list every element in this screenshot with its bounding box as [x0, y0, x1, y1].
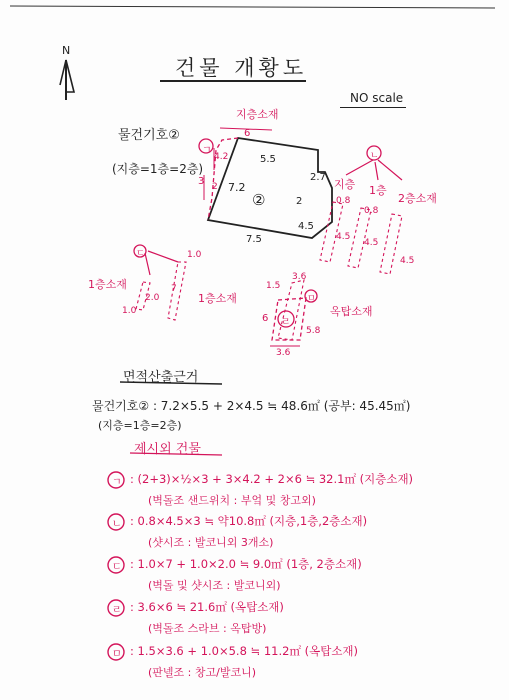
mark-ga: ㄱ — [202, 145, 212, 156]
dim-d-2-0: 2.0 — [145, 293, 160, 303]
item-5-mark: ㅁ — [112, 649, 122, 660]
item-2-desc: (샷시조 : 발코니외 3개소) — [148, 536, 274, 549]
dim-2-7: 2.7 — [310, 172, 326, 183]
label-ji: 지층 — [334, 178, 356, 191]
no-scale-note: NO scale — [350, 91, 404, 105]
dim-r-3-6: 3.6 — [292, 272, 307, 282]
label-first-3: 1층소재 — [198, 292, 237, 305]
label-first-2: 1층소재 — [88, 278, 127, 291]
item-4-formula: : 3.6×6 ≒ 21.6㎡ (옥탑소재) — [130, 600, 284, 614]
dim-2: 2 — [296, 196, 303, 207]
item-4-desc: (벽돌조 스라브 : 옥탑방) — [148, 622, 267, 635]
item-3-desc: (벽돌 및 샷시조 : 발코니외) — [148, 579, 281, 592]
item-5-desc: (판넬조 : 창고/발코니) — [148, 666, 256, 679]
calc-main-note: (지층=1층=2층) — [98, 419, 182, 432]
excluded-heading: 제시외 건물 — [134, 442, 201, 457]
dim-d-7: 7 — [171, 284, 177, 294]
title-underline — [160, 80, 306, 82]
dim-r-1-5: 1.5 — [266, 281, 281, 291]
arrow-da-2 — [148, 251, 178, 262]
item-1-desc: (벽돌조 샌드위치 : 부엌 및 창고외) — [148, 494, 316, 507]
dim-r-3-6-b: 3.6 — [276, 348, 291, 358]
dim-0-8-b: 0.8 — [364, 206, 379, 216]
balcony-na-2 — [380, 214, 402, 274]
dim-4-2: 4.2 — [214, 152, 229, 162]
item-1-mark: ㄱ — [112, 477, 122, 488]
item-3-mark: ㄷ — [112, 562, 122, 573]
dim-7-5: 7.5 — [246, 234, 262, 245]
dim-r-5-8: 5.8 — [306, 326, 321, 336]
page-title: 건물 개황도 — [175, 56, 308, 80]
dim-g-2: 2 — [212, 182, 218, 192]
dim-7-2: 7.2 — [228, 181, 246, 194]
mark-ma: ㅁ — [307, 294, 316, 304]
dim-6: 6 — [244, 128, 251, 139]
dim-5-5: 5.5 — [260, 154, 276, 165]
item-3-formula: : 1.0×7 + 1.0×2.0 ≒ 9.0㎡ (1층, 2층소재) — [130, 557, 362, 571]
calc-heading: 면적산출근거 — [123, 370, 199, 385]
no-scale-underline — [340, 107, 406, 108]
dim-4-5: 4.5 — [298, 221, 314, 232]
dim-d-1-0-a: 1.0 — [122, 306, 137, 316]
dim-l-4-5-b: 4.5 — [364, 238, 379, 248]
page-border — [10, 6, 495, 8]
item-2-formula: : 0.8×4.5×3 ≒ 약10.8㎡ (지층,1층,2층소재) — [130, 514, 368, 528]
dim-0-8: 0.8 — [336, 196, 351, 206]
arrow-na-3 — [378, 160, 402, 180]
arrow-na-1 — [346, 160, 373, 175]
dim-l-4-5-a: 4.5 — [336, 232, 351, 242]
mark-na: ㄴ — [370, 151, 379, 161]
item-4-mark: ㄹ — [112, 605, 122, 616]
label-second: 2층소재 — [398, 192, 437, 205]
north-label: N — [62, 44, 71, 57]
main-building-number: ② — [252, 191, 266, 209]
calc-main-line: 물건기호② : 7.2×5.5 + 2×4.5 ≒ 48.6㎡ (공부: 45.45㎡) — [92, 399, 411, 413]
label-first: 1층 — [369, 184, 387, 197]
arrow-na-2 — [375, 162, 378, 180]
item-2-mark: ㄴ — [112, 519, 122, 530]
label-rooftop: 옥탑소재 — [330, 305, 373, 318]
label-basement: 지층소재 — [236, 108, 279, 121]
item-5-formula: : 1.5×3.6 + 1.0×5.8 ≒ 11.2㎡ (옥탑소재) — [130, 644, 359, 658]
rooftop-ma — [278, 280, 304, 340]
mark-da: ㄷ — [136, 249, 145, 259]
dim-3: 3 — [198, 176, 205, 187]
arrow-da-1 — [145, 253, 150, 275]
main-floors-note: (지층=1층=2층) — [112, 162, 204, 176]
dim-d-1-0-b: 1.0 — [187, 250, 202, 260]
item-1-formula: : (2+3)×½×3 + 3×4.2 + 2×6 ≒ 32.1㎡ (지층소재) — [130, 472, 414, 486]
mark-ra: ㄹ — [281, 317, 291, 328]
dim-r-6: 6 — [262, 313, 269, 324]
main-building-label: 물건기호② — [118, 128, 180, 143]
dim-l-4-5-c: 4.5 — [400, 256, 415, 266]
